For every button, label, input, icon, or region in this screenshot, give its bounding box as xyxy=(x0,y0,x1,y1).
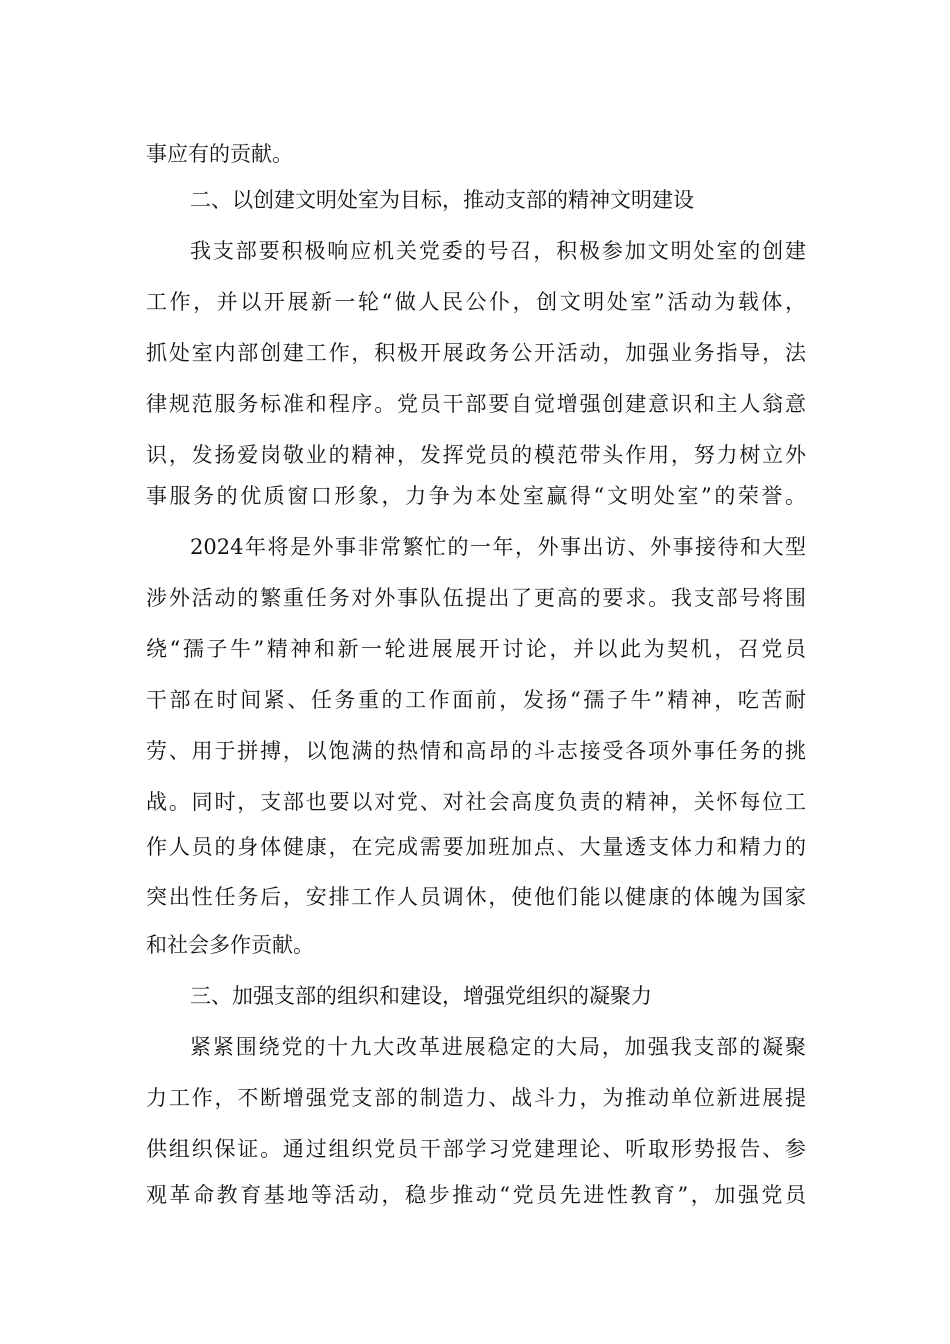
text-line: 绕“孺子牛”精神和新一轮进展展开讨论，并以此为契机，召党员 xyxy=(146,637,806,661)
text-line: 事服务的优质窗口形象，力争为本处室赢得“文明处室”的荣誉。 xyxy=(146,484,806,508)
text-line: 律规范服务标准和程序。党员干部要自觉增强创建意识和主人翁意 xyxy=(146,392,806,416)
text-line: 突出性任务后，安排工作人员调休，使他们能以健康的体魄为国家 xyxy=(146,885,806,909)
section-heading: 三、加强支部的组织和建设，增强党组织的凝聚力 xyxy=(190,984,652,1008)
text-line: 和社会多作贡献。 xyxy=(146,933,314,957)
text-line: 力工作，不断增强党支部的制造力、战斗力，为推动单位新进展提 xyxy=(146,1086,806,1110)
text-line: 劳、用于拼搏，以饱满的热情和高昂的斗志接受各项外事任务的挑 xyxy=(146,739,806,763)
text-line: 观革命教育基地等活动，稳步推动“党员先进性教育”，加强党员 xyxy=(146,1183,806,1207)
text-line: 工作，并以开展新一轮“做人民公仆，创文明处室”活动为载体， xyxy=(146,290,806,314)
section-heading: 二、以创建文明处室为目标，推动支部的精神文明建设 xyxy=(190,188,694,212)
text-line: 我支部要积极响应机关党委的号召，积极参加文明处室的创建 xyxy=(190,239,806,263)
text-line: 事应有的贡献。 xyxy=(146,142,293,166)
text-line: 作人员的身体健康，在完成需要加班加点、大量透支体力和精力的 xyxy=(146,835,806,859)
text-line: 战。同时，支部也要以对党、对社会高度负责的精神，关怀每位工 xyxy=(146,790,806,814)
text-line: 2024年将是外事非常繁忙的一年，外事出访、外事接待和大型 xyxy=(190,535,806,559)
text-line: 抓处室内部创建工作，积极开展政务公开活动，加强业务指导，法 xyxy=(146,341,806,365)
text-line: 供组织保证。通过组织党员干部学习党建理论、听取形势报告、参 xyxy=(146,1137,806,1161)
text-line: 涉外活动的繁重任务对外事队伍提出了更高的要求。我支部号将围 xyxy=(146,586,806,610)
text-line: 干部在时间紧、任务重的工作面前，发扬“孺子牛”精神，吃苦耐 xyxy=(146,688,806,712)
text-line: 紧紧围绕党的十九大改革进展稳定的大局，加强我支部的凝聚 xyxy=(190,1035,806,1059)
text-line: 识，发扬爱岗敬业的精神，发挥党员的模范带头作用，努力树立外 xyxy=(146,443,806,467)
